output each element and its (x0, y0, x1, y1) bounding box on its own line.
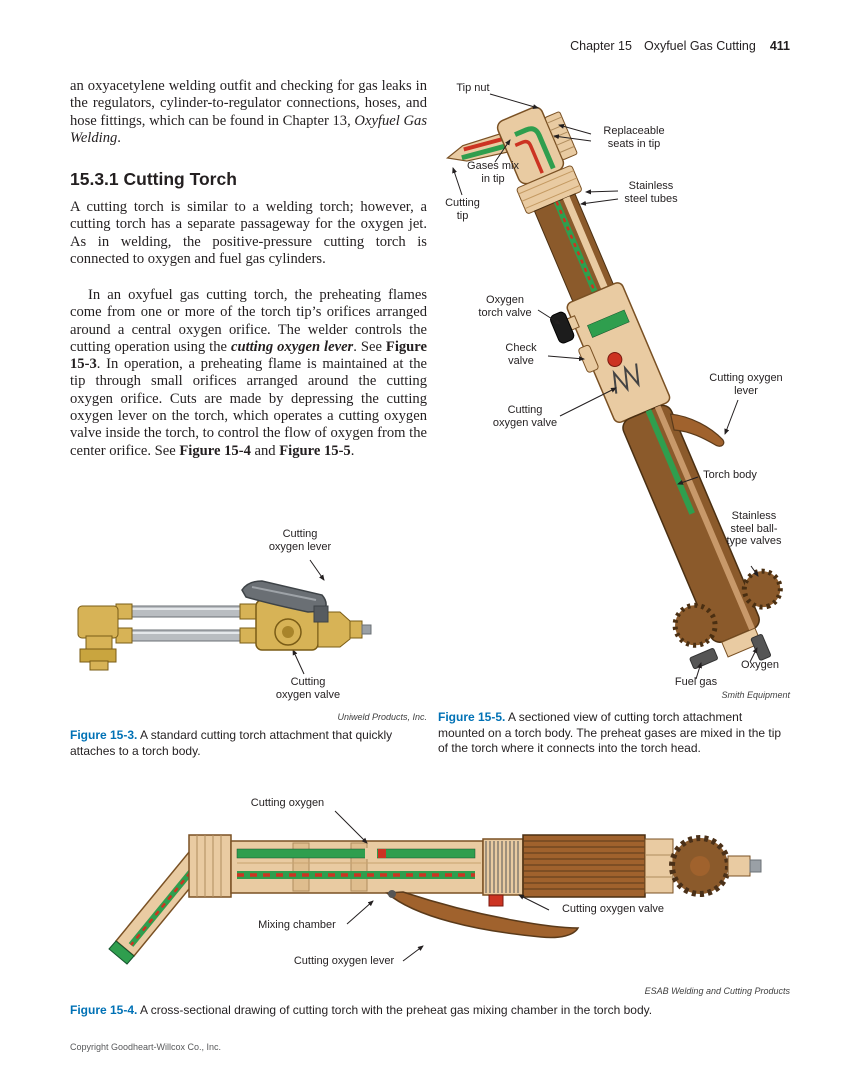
fig3-credit: Uniweld Products, Inc. (337, 712, 427, 722)
fig4-label-cutting-oxygen-lever: Cutting oxygen lever (293, 955, 395, 967)
fig4-label-cutting-oxygen: Cutting oxygen (250, 797, 325, 809)
paragraph-intro-text: an oxyacetylene welding outfit and checking for gas leaks in the regulators, cylinder-to-regulator connections, hoses, and hose fittings, which can be found in Chapter 13, (70, 78, 427, 129)
fig3-label-cutting-oxygen-lever: Cutting oxygen lever (268, 528, 332, 553)
fig5-label-check-valve: Check valve (505, 342, 537, 367)
figure-15-5 (438, 78, 790, 700)
fig3-torch-illustration (70, 520, 427, 726)
paragraph-intro (70, 78, 427, 147)
fig4-caption (70, 1003, 790, 1019)
fig4-caption-number: Figure 15-4. (70, 1003, 138, 1017)
fig4-label-cutting-oxygen-valve: Cutting oxygen valve (561, 903, 665, 915)
chapter-number: Chapter 15 (570, 39, 632, 53)
fig3-caption-text: A standard cutting torch attachment that quickly attaches to a torch body. (70, 728, 393, 758)
fig5-label-tip-nut: Tip nut (456, 82, 490, 94)
figure-15-4 (85, 793, 790, 985)
paragraph-cutting-torch: A cutting torch is similar to a welding torch; however, a cutting torch has a separate passageway for the oxygen jet. As in welding, the positive-pressure cutting torch is connected to oxygen and fuel gas cylinders. (70, 199, 427, 267)
fig3-caption (70, 728, 427, 759)
fig4-label-mixing-chamber: Mixing chamber (258, 919, 336, 931)
fig5-label-fuel-gas: Fuel gas (674, 676, 718, 688)
fig3-label-cutting-oxygen-valve: Cutting oxygen valve (275, 676, 341, 701)
figure-reference-15-4: Figure 15-4 (179, 442, 251, 459)
fig5-label-cutting-tip: Cutting tip (445, 197, 480, 222)
chapter-title: Oxyfuel Gas Cutting (643, 39, 756, 53)
paragraph-operation-text-2: . See (353, 338, 386, 355)
fig5-label-torch-body: Torch body (703, 469, 757, 481)
copyright-footer: Copyright Goodheart-Willcox Co., Inc. (70, 1042, 222, 1052)
fig3-caption-number: Figure 15-3. (70, 728, 138, 742)
page-number: 411 (769, 39, 790, 53)
paragraph-operation (70, 287, 427, 460)
figure-reference-15-5: Figure 15-5 (279, 442, 351, 459)
fig5-label-stainless-tubes: Stainless steel tubes (624, 180, 678, 205)
key-term: cutting oxygen lever (230, 338, 354, 355)
fig5-caption-number: Figure 15-5. (438, 710, 506, 724)
paragraph-intro-period: . (117, 129, 121, 146)
fig5-label-cutting-oxygen-valve: Cutting oxygen valve (492, 404, 558, 429)
fig5-credit: Smith Equipment (721, 690, 790, 700)
fig5-label-oxygen: Oxygen (741, 659, 779, 671)
paragraph-operation-text-4: and (250, 442, 280, 459)
paragraph-operation-text-1: In an oxyfuel gas cutting torch, the preheating flames come from one or more of the torch tip’s orifices arranged around a central oxygen orifice. The welder controls the cutting operation using the (70, 287, 427, 355)
fig5-label-cutting-oxygen-lever: Cutting oxygen lever (709, 372, 783, 397)
paragraph-operation-text-3: . In operation, a preheating flame is maintained at the tip through small orifices arranged around the cutting oxygen orifice. Cuts are made by depressing the cutting oxygen lever on the torch, which operates a cutting oxygen valve inside the torch, to control the flow of oxygen from the center orifice. See (70, 356, 427, 459)
fig5-caption (438, 710, 790, 757)
paragraph-operation-text-5: . (350, 442, 355, 459)
fig5-label-ball-valves: Stainless steel ball-type valves (726, 510, 782, 547)
fig5-label-oxygen-torch-valve: Oxygen torch valve (478, 294, 532, 319)
fig5-label-gases-mix: Gases mix in tip (467, 160, 519, 185)
running-head (430, 39, 790, 53)
figure-15-3 (70, 520, 427, 726)
fig4-torch-illustration (85, 793, 790, 985)
fig4-credit: ESAB Welding and Cutting Products (644, 986, 790, 996)
fig5-label-replaceable-seats: Replaceable seats in tip (603, 125, 665, 150)
section-heading: 15.3.1 Cutting Torch (70, 169, 237, 189)
fig5-caption-text: A sectioned view of cutting torch attachment mounted on a torch body. The preheat gases are mixed in the tip of the torch where it connects into the torch head. (438, 710, 782, 755)
figure-reference-15-3: Figure 15-3 (70, 338, 427, 373)
fig4-caption-text: A cross-sectional drawing of cutting torch with the preheat gas mixing chamber in the torch body. (137, 1003, 653, 1017)
book-title-italic: Oxyfuel Gas Welding (70, 112, 427, 146)
